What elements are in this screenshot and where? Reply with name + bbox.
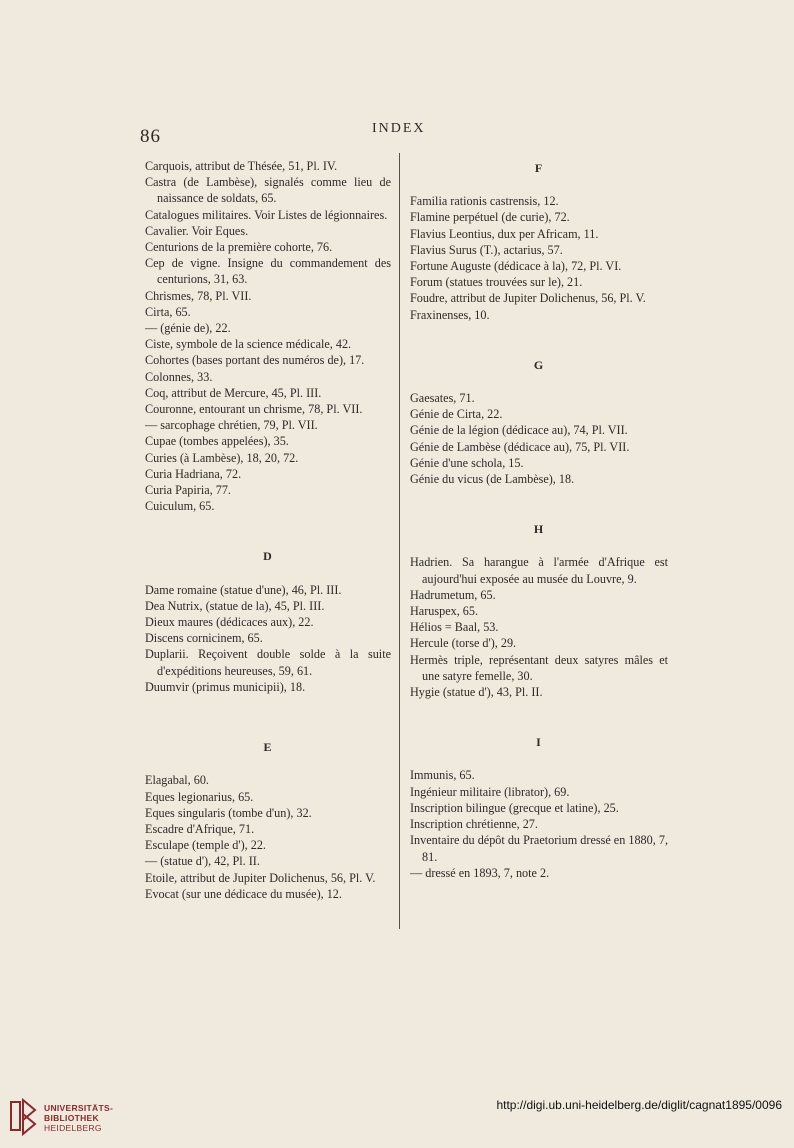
index-entry: Hadrien. Sa harangue à l'armée d'Afrique est aujourd'hui exposée au musée du Louvre, 9. — [410, 555, 668, 586]
section-letter-g: G — [533, 357, 545, 372]
index-entry: Colonnes, 33. — [145, 369, 213, 384]
index-entry: Eques legionarius, 65. — [145, 789, 254, 804]
index-entry: Curia Papiria, 77. — [145, 483, 231, 498]
index-entry: Hygie (statue d'), 43, Pl. II. — [410, 685, 543, 700]
index-entry: Inscription bilingue (grecque et latine), 25. — [410, 800, 619, 815]
index-entry: Couronne, entourant un chrisme, 78, Pl. VII. — [145, 402, 363, 417]
index-entry: Evocat (sur une dédicace du musée), 12. — [145, 886, 342, 901]
index-entry: Inscription chrétienne, 27. — [410, 817, 538, 832]
index-entry: Cep de vigne. Insigne du commandement des centurions, 31, 63. — [145, 256, 391, 287]
section-letter-i: I — [536, 735, 542, 750]
index-entry: Hadrumetum, 65. — [410, 587, 496, 602]
index-entry: Eques singularis (tombe d'un), 32. — [145, 805, 312, 820]
index-entry: Dieux maures (dédicaces aux), 22. — [145, 615, 314, 630]
index-subentry: — dressé en 1893, 7, note 2. — [410, 865, 550, 880]
index-entry: Forum (statues trouvées sur le), 21. — [410, 275, 583, 290]
index-entry: Immunis, 65. — [410, 768, 475, 783]
index-entry: Duplarii. Reçoivent double solde à la suite d'expéditions heureuses, 59, 61. — [145, 647, 391, 678]
right-column — [410, 160, 668, 881]
index-entry: Familia rationis castrensis, 12. — [410, 194, 559, 209]
index-entry: Hélios = Baal, 53. — [410, 620, 499, 635]
index-subentry: — sarcophage chrétien, 79, Pl. VII. — [145, 418, 318, 433]
index-entry: Génie de la légion (dédicace au), 74, Pl. VII. — [410, 423, 628, 438]
index-entry: Fraxinenses, 10. — [410, 307, 490, 322]
index-entry: Castra (de Lambèse), signalés comme lieu de naissance de soldats, 65. — [145, 175, 391, 206]
index-entry: Cavalier. Voir Eques. — [145, 223, 249, 238]
index-subentry: — (statue d'), 42, Pl. II. — [145, 854, 260, 869]
index-entry: Cuiculum, 65. — [145, 499, 215, 514]
index-entry: Curies (à Lambèse), 18, 20, 72. — [145, 450, 299, 465]
index-entry: Carquois, attribut de Thésée, 51, Pl. IV. — [145, 159, 338, 173]
index-entry: Esculape (temple d'), 22. — [145, 838, 266, 853]
index-entry: Génie de Lambèse (dédicace au), 75, Pl. VII. — [410, 439, 630, 454]
index-entry: Cupae (tombes appelées), 35. — [145, 434, 289, 449]
page-number: 86 — [140, 126, 161, 147]
index-entry: Coq, attribut de Mercure, 45, Pl. III. — [145, 385, 322, 400]
index-entry: Fortune Auguste (dédicace à la), 72, Pl. VI. — [410, 259, 622, 274]
index-entry: Haruspex, 65. — [410, 604, 479, 619]
source-url[interactable]: http://digi.ub.uni-heidelberg.de/diglit/cagnat1895/0096 — [496, 1098, 782, 1112]
index-entry: Discens cornicinem, 65. — [145, 631, 263, 646]
index-entry: Escadre d'Afrique, 71. — [145, 821, 255, 836]
index-entry: Chrismes, 78, Pl. VII. — [145, 288, 252, 303]
index-entry: Elagabal, 60. — [145, 773, 209, 788]
section-letter-e: E — [263, 740, 273, 755]
section-letter-h: H — [533, 522, 545, 537]
section-letter-f: F — [534, 161, 544, 175]
index-entry: Génie du vicus (de Lambèse), 18. — [410, 472, 575, 487]
logo-line: UNIVERSITÄTS- — [44, 1103, 114, 1113]
index-entry: Cirta, 65. — [145, 304, 191, 319]
index-entry: Flavius Leontius, dux per Africam, 11. — [410, 226, 599, 241]
index-entry: Ciste, symbole de la science médicale, 42. — [145, 337, 352, 352]
index-entry: Flavius Surus (T.), actarius, 57. — [410, 242, 563, 257]
logo-line: BIBLIOTHEK — [44, 1113, 99, 1123]
logo-line: HEIDELBERG — [44, 1123, 102, 1133]
index-entry: Génie d'une schola, 15. — [410, 455, 524, 470]
library-logo-icon — [8, 1096, 38, 1136]
index-entry: Foudre, attribut de Jupiter Dolichenus, 56, Pl. V. — [410, 291, 646, 306]
library-logo-text — [44, 1103, 113, 1133]
index-entry: Catalogues militaires. Voir Listes de légionnaires. — [145, 207, 388, 222]
section-letter-d: D — [263, 549, 273, 564]
index-entry: Flamine perpétuel (de curie), 72. — [410, 210, 570, 225]
column-divider — [399, 153, 400, 929]
left-column — [145, 158, 391, 902]
index-entry: Ingénieur militaire (librator), 69. — [410, 784, 570, 799]
index-entry: Curia Hadriana, 72. — [145, 466, 242, 481]
index-entry: Duumvir (primus municipii), 18. — [145, 679, 306, 694]
index-entry: Centurions de la première cohorte, 76. — [145, 240, 333, 255]
index-entry: Gaesates, 71. — [410, 391, 475, 406]
running-title: INDEX — [372, 121, 426, 136]
index-entry: Etoile, attribut de Jupiter Dolichenus, 56, Pl. V. — [145, 870, 376, 885]
index-entry: Génie de Cirta, 22. — [410, 407, 503, 422]
index-entry: Hermès triple, représentant deux satyres mâles et une satyre femelle, 30. — [410, 652, 668, 683]
index-entry: Dea Nutrix, (statue de la), 45, Pl. III. — [145, 598, 325, 613]
index-entry: Hercule (torse d'), 29. — [410, 636, 517, 651]
index-entry: Dame romaine (statue d'une), 46, Pl. III. — [145, 582, 342, 597]
index-entry: Cohortes (bases portant des numéros de), 17. — [145, 353, 365, 368]
index-entry: Inventaire du dépôt du Praetorium dressé en 1880, 7, 81. — [410, 833, 668, 864]
index-subentry: — (génie de), 22. — [145, 321, 231, 336]
